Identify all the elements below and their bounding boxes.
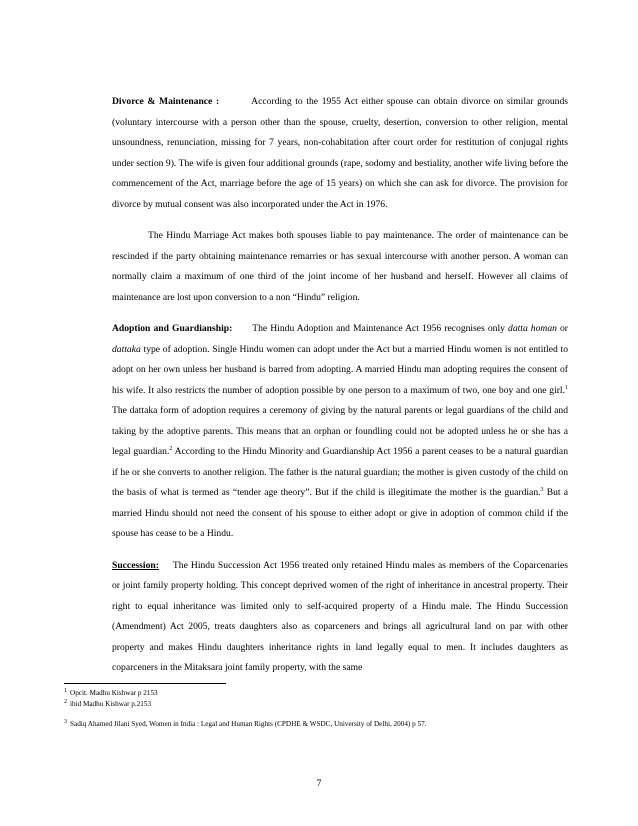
adoption-text-4: The dattaka form of adoption requires a ceremony of giving by the natural parents or legal guardians of the child and taking by the adoptive parents. This means that an orphan or foundling could not be adopted unless he or she has a legal guardian. xyxy=(112,405,568,457)
footnote-text: Opcit. Madhu Kishwar p 2153 xyxy=(70,689,158,697)
adoption-text-6: But a married Hindu should not need the consent of his spouse to either adopt or give in adoption of common child if the spouse has cease to be a Hindu. xyxy=(112,487,568,539)
footnotes xyxy=(64,688,584,730)
footnote-2 xyxy=(64,699,584,710)
adoption-text-1: The Hindu Adoption and Maintenance Act 1956 recognises only xyxy=(252,323,509,334)
footnote-mark: 3 xyxy=(64,719,67,725)
maintenance-paragraph: The Hindu Marriage Act makes both spouses liable to pay maintenance. The order of maintenance can be rescinded if the party obtaining maintenance remarries or has sexual intercourse with another person. A woman can normally claim a maximum of one third of the joint income of her husband and herself. However all claims of maintenance are lost upon conversion to a non “Hindu” religion. xyxy=(112,230,568,303)
adoption-text-2: or xyxy=(556,323,569,334)
divorce-paragraph xyxy=(112,92,568,215)
divorce-heading: Divorce & Maintenance : xyxy=(112,96,220,107)
page-number: 7 xyxy=(316,778,322,789)
footnote-text: ibid Madhu Kishwar p.2153 xyxy=(70,700,152,708)
footnote-ref-1[interactable]: 1 xyxy=(565,384,568,391)
succession-heading: Succession: xyxy=(112,559,159,571)
divorce-text: According to the 1955 Act either spouse can obtain divorce on similar grounds (voluntary intercourse with a person other than the spouse, cruelty, desertion, conversion to other religion, mental unsoundness, renunciation, missing for 7 years, non-cohabitation after court order for restitution of conjugal rights under section 9). The wife is given four additional grounds (rape, sodomy and bestiality, another wife living before the commencement of the Act, marriage before the age of 15 years) on which she can ask for divorce. The provision for divorce by mutual consent was also incorporated under the Act in 1976. xyxy=(112,96,568,210)
footnote-text: Sadiq Ahamed Jilani Syed, Women in India : Legal and Human Rights (CPDHE & WSDC, University of Delhi, 2004) p 57. xyxy=(70,720,427,728)
adoption-term-datta-homan: datta homan xyxy=(508,323,557,334)
succession-paragraph xyxy=(112,556,568,679)
footnote-divider xyxy=(64,683,226,684)
adoption-text-3: type of adoption. Single Hindu women can adopt under the Act but a married Hindu women is not entitled to adopt on her own unless her husband is barred from adopting. A married Hindu man adopting requires the consent of his wife. It also restricts the number of adoption possible by one person to a maximum of two, one boy and one girl. xyxy=(112,343,568,396)
footnote-mark: 1 xyxy=(64,688,67,694)
adoption-text-5: According to the Hindu Minority and Guardianship Act 1956 a parent ceases to be a natural guardian if he or she converts to another religion. The father is the natural guardian; the mother is given custody of the child on the basis of what is termed as “tender age theory”. But if the child is illegitimate the mother is the guardian. xyxy=(112,446,568,498)
footnote-ref-2[interactable]: 2 xyxy=(169,446,173,452)
footnote-3 xyxy=(64,719,584,730)
adoption-term-dattaka: dattaka xyxy=(112,343,141,355)
succession-text: The Hindu Succession Act 1956 treated only retained Hindu males as members of the Coparcenaries or joint family property holding. This concept deprived women of the right of inheritance in ancestral property. Their right to equal inheritance was limited only to self-acquired property of a Hindu male. The Hindu Succession (Amendment) Act 2005, treats daughters also as coparceners and brings all agricultural land on par with other property and makes Hindu daughters inheritance rights in land legally equal to men. It includes daughters as coparceners in the Mitaksara joint family property, with the same xyxy=(112,559,568,673)
adoption-paragraph xyxy=(112,319,568,545)
adoption-heading: Adoption and Guardianship: xyxy=(112,323,233,334)
body-text xyxy=(112,92,568,679)
footnote-mark: 2 xyxy=(64,699,67,705)
footnote-ref-3[interactable]: 3 xyxy=(540,487,544,493)
footnote-1 xyxy=(64,688,584,699)
